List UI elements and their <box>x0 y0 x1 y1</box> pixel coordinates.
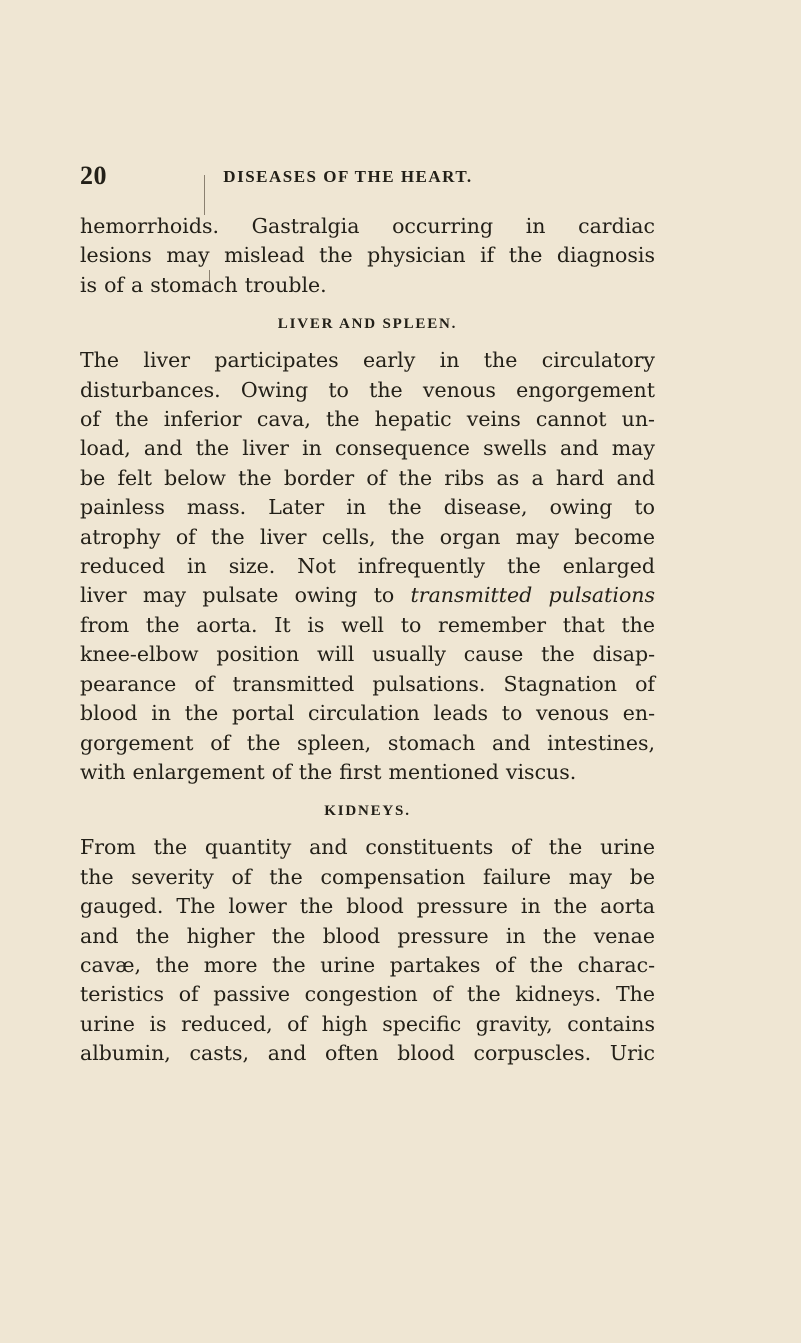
text-line: from the aorta. It is well to remember that the <box>80 612 655 637</box>
text-line: is of a stomach trouble. <box>80 272 327 297</box>
text-line: cavæ, the more the urine partakes of the charac- <box>80 952 655 977</box>
text-line: teristics of passive congestion of the kidneys. The <box>80 982 655 1007</box>
text-line: painless mass. Later in the disease, owing to <box>80 495 655 520</box>
text-line: knee-elbow position will usually cause the disap- <box>80 642 655 667</box>
text-line: of the inferior cava, the hepatic veins cannot un- <box>80 407 655 432</box>
text-line: gorgement of the spleen, stomach and intestines, <box>80 730 655 755</box>
section-heading-liver-spleen: LIVER AND SPLEEN. <box>277 316 458 333</box>
text-line: albumin, casts, and often blood corpuscles. Uric <box>80 1041 655 1066</box>
text-line: blood in the portal circulation leads to venous en- <box>80 701 655 726</box>
text-line: disturbances. Owing to the venous engorgement <box>80 377 655 402</box>
emphasized-term: transmitted pulsations <box>410 583 656 608</box>
text-line: and the higher the blood pressure in the venae <box>80 923 655 948</box>
page-number: 20 <box>80 161 107 190</box>
paragraph-kidneys <box>80 833 655 1068</box>
body-text <box>80 212 655 1069</box>
text-line: gauged. The lower the blood pressure in the aorta <box>80 894 655 919</box>
text-line: reduced in size. Not infrequently the enlarged <box>80 554 655 579</box>
text-line-with-emphasis <box>80 581 655 610</box>
text-line: the severity of the compensation failure may be <box>80 864 655 889</box>
text-fragment: liver may pulsate owing to <box>80 583 411 608</box>
text-line: urine is reduced, of high specific gravity, contains <box>80 1011 655 1036</box>
text-line: From the quantity and constituents of the urine <box>80 835 655 860</box>
section-heading-kidneys: KIDNEYS. <box>324 803 411 820</box>
running-head <box>80 161 700 191</box>
text-line: lesions may mislead the physician if the diagnosis <box>80 243 655 268</box>
text-line: load, and the liver in consequence swells and may <box>80 436 655 461</box>
text-line: atrophy of the liver cells, the organ may become <box>80 524 655 549</box>
text-line: The liver participates early in the circulatory <box>80 348 655 373</box>
paragraph-hemorrhoids <box>80 212 655 300</box>
text-line: pearance of transmitted pulsations. Stagnation of <box>80 671 655 696</box>
text-line: with enlargement of the first mentioned viscus. <box>80 759 577 784</box>
running-title: DISEASES OF THE HEART. <box>223 167 473 186</box>
text-line: hemorrhoids. Gastralgia occurring in cardiac <box>80 214 655 238</box>
paragraph-liver <box>80 346 655 787</box>
text-line: be felt below the border of the ribs as a hard and <box>80 465 655 490</box>
